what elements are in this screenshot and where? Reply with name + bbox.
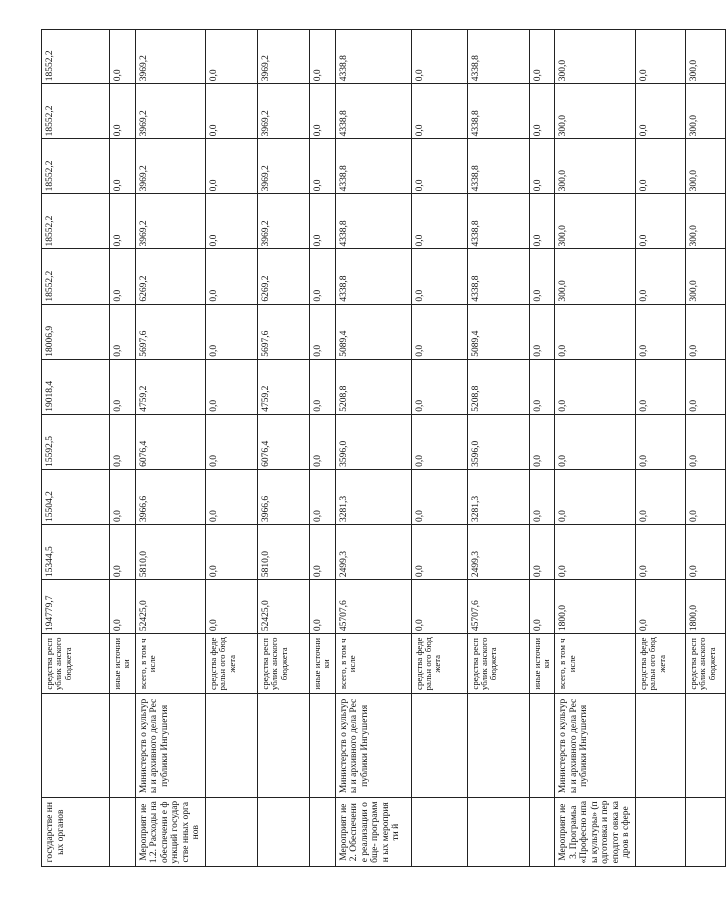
table-row bbox=[555, 30, 636, 867]
value-cell: 0,0 bbox=[635, 84, 685, 139]
executor-cell bbox=[257, 694, 309, 798]
funding-source-cell: всего, в том числе bbox=[335, 634, 411, 694]
value-cell: 3969,2 bbox=[257, 194, 309, 249]
value-cell: 4338,8 bbox=[335, 30, 411, 84]
value-cell: 0,0 bbox=[411, 194, 467, 249]
value-cell: 52425,0 bbox=[135, 580, 205, 634]
value-cell: 3969,2 bbox=[135, 84, 205, 139]
table-row bbox=[529, 30, 555, 867]
executor-cell bbox=[467, 694, 529, 798]
value-cell: 0,0 bbox=[205, 524, 257, 579]
value-cell: 0,0 bbox=[635, 580, 685, 634]
value-cell: 15344,5 bbox=[42, 524, 110, 579]
budget-table bbox=[41, 29, 726, 867]
value-cell: 15592,5 bbox=[42, 414, 110, 469]
value-cell: 18006,9 bbox=[42, 304, 110, 359]
value-cell: 300,0 bbox=[685, 194, 725, 249]
value-cell: 45707,6 bbox=[467, 580, 529, 634]
funding-source-cell: средства федеральн ого бюджета bbox=[205, 634, 257, 694]
value-cell: 3281,3 bbox=[467, 469, 529, 524]
value-cell: 0,0 bbox=[205, 414, 257, 469]
value-cell: 0,0 bbox=[529, 359, 555, 414]
value-cell: 0,0 bbox=[309, 84, 335, 139]
event-cell: государстве нных органов bbox=[42, 798, 110, 867]
value-cell: 0,0 bbox=[205, 139, 257, 194]
value-cell: 18552,2 bbox=[42, 84, 110, 139]
value-cell: 0,0 bbox=[635, 194, 685, 249]
table-row bbox=[135, 30, 205, 867]
value-cell: 5697,6 bbox=[135, 304, 205, 359]
executor-cell bbox=[411, 694, 467, 798]
executor-cell bbox=[635, 694, 685, 798]
value-cell: 0,0 bbox=[110, 139, 136, 194]
executor-cell bbox=[685, 694, 725, 798]
value-cell: 4338,8 bbox=[467, 30, 529, 84]
value-cell: 0,0 bbox=[205, 194, 257, 249]
value-cell: 3969,2 bbox=[257, 84, 309, 139]
value-cell: 0,0 bbox=[555, 359, 636, 414]
value-cell: 18552,2 bbox=[42, 139, 110, 194]
value-cell: 0,0 bbox=[110, 84, 136, 139]
funding-source-cell: средства федеральн ого бюджета bbox=[411, 634, 467, 694]
value-cell: 300,0 bbox=[555, 139, 636, 194]
value-cell: 0,0 bbox=[309, 30, 335, 84]
table-row bbox=[257, 30, 309, 867]
value-cell: 6076,4 bbox=[257, 414, 309, 469]
value-cell: 0,0 bbox=[309, 414, 335, 469]
event-cell bbox=[467, 798, 529, 867]
value-cell: 300,0 bbox=[685, 30, 725, 84]
value-cell: 0,0 bbox=[309, 194, 335, 249]
value-cell: 300,0 bbox=[555, 84, 636, 139]
value-cell: 0,0 bbox=[110, 30, 136, 84]
event-cell: Мероприят ие 2. Обеспечени е реализации обще- программн ых мероприяти й bbox=[335, 798, 411, 867]
value-cell: 4338,8 bbox=[335, 84, 411, 139]
value-cell: 0,0 bbox=[411, 84, 467, 139]
value-cell: 0,0 bbox=[635, 30, 685, 84]
value-cell: 0,0 bbox=[635, 249, 685, 304]
value-cell: 0,0 bbox=[110, 469, 136, 524]
table-row bbox=[309, 30, 335, 867]
value-cell: 0,0 bbox=[205, 359, 257, 414]
value-cell: 0,0 bbox=[529, 139, 555, 194]
value-cell: 0,0 bbox=[110, 249, 136, 304]
funding-source-cell: иные источники bbox=[309, 634, 335, 694]
value-cell: 6269,2 bbox=[135, 249, 205, 304]
value-cell: 4338,8 bbox=[467, 84, 529, 139]
value-cell: 0,0 bbox=[411, 580, 467, 634]
value-cell: 0,0 bbox=[411, 139, 467, 194]
value-cell: 4338,8 bbox=[335, 139, 411, 194]
value-cell: 0,0 bbox=[685, 304, 725, 359]
event-cell bbox=[205, 798, 257, 867]
funding-source-cell: средства республик анского бюджета bbox=[42, 634, 110, 694]
value-cell: 1800,0 bbox=[555, 580, 636, 634]
value-cell: 3281,3 bbox=[335, 469, 411, 524]
value-cell: 0,0 bbox=[529, 30, 555, 84]
value-cell: 0,0 bbox=[205, 304, 257, 359]
value-cell: 4338,8 bbox=[467, 249, 529, 304]
value-cell: 0,0 bbox=[529, 304, 555, 359]
value-cell: 0,0 bbox=[309, 469, 335, 524]
table-row bbox=[411, 30, 467, 867]
value-cell: 15504,2 bbox=[42, 469, 110, 524]
value-cell: 5810,0 bbox=[257, 524, 309, 579]
value-cell: 0,0 bbox=[110, 359, 136, 414]
value-cell: 2499,3 bbox=[335, 524, 411, 579]
executor-cell bbox=[205, 694, 257, 798]
value-cell: 5810,0 bbox=[135, 524, 205, 579]
value-cell: 0,0 bbox=[309, 249, 335, 304]
value-cell: 0,0 bbox=[635, 414, 685, 469]
value-cell: 4338,8 bbox=[467, 194, 529, 249]
value-cell: 0,0 bbox=[635, 139, 685, 194]
value-cell: 300,0 bbox=[555, 249, 636, 304]
value-cell: 19018,4 bbox=[42, 359, 110, 414]
value-cell: 0,0 bbox=[555, 304, 636, 359]
value-cell: 6076,4 bbox=[135, 414, 205, 469]
value-cell: 5697,6 bbox=[257, 304, 309, 359]
value-cell: 0,0 bbox=[110, 304, 136, 359]
event-cell: Мероприят ие 1.2. Расходы на обеспечени е функций государстве нных органов bbox=[135, 798, 205, 867]
value-cell: 52425,0 bbox=[257, 580, 309, 634]
value-cell: 0,0 bbox=[411, 414, 467, 469]
value-cell: 0,0 bbox=[555, 524, 636, 579]
value-cell: 0,0 bbox=[411, 30, 467, 84]
value-cell: 0,0 bbox=[411, 359, 467, 414]
value-cell: 4759,2 bbox=[135, 359, 205, 414]
value-cell: 3969,2 bbox=[257, 139, 309, 194]
funding-source-cell: средства республик анского бюджета bbox=[257, 634, 309, 694]
event-cell: Мероприят ие 3. Програмьа «Професно нпаы культуры» (подготовка и переподгот овка кадров в сфере bbox=[555, 798, 636, 867]
value-cell: 0,0 bbox=[529, 249, 555, 304]
value-cell: 6269,2 bbox=[257, 249, 309, 304]
funding-source-cell: всего, в том числе bbox=[135, 634, 205, 694]
table-row bbox=[335, 30, 411, 867]
value-cell: 18552,2 bbox=[42, 249, 110, 304]
value-cell: 0,0 bbox=[555, 469, 636, 524]
value-cell: 300,0 bbox=[685, 139, 725, 194]
value-cell: 0,0 bbox=[635, 304, 685, 359]
rotated-table-frame bbox=[41, 29, 717, 867]
value-cell: 4759,2 bbox=[257, 359, 309, 414]
value-cell: 0,0 bbox=[411, 304, 467, 359]
budget-table-body bbox=[42, 30, 726, 867]
value-cell: 0,0 bbox=[685, 414, 725, 469]
value-cell: 0,0 bbox=[635, 524, 685, 579]
event-cell bbox=[257, 798, 309, 867]
value-cell: 0,0 bbox=[529, 524, 555, 579]
executor-cell bbox=[309, 694, 335, 798]
value-cell: 0,0 bbox=[309, 359, 335, 414]
event-cell bbox=[685, 798, 725, 867]
value-cell: 0,0 bbox=[205, 30, 257, 84]
value-cell: 2499,3 bbox=[467, 524, 529, 579]
value-cell: 300,0 bbox=[555, 194, 636, 249]
value-cell: 3969,2 bbox=[135, 139, 205, 194]
executor-cell: Министерств о культуры и архивного дела Республики Ингушетия bbox=[555, 694, 636, 798]
value-cell: 0,0 bbox=[529, 194, 555, 249]
table-row bbox=[205, 30, 257, 867]
value-cell: 5089,4 bbox=[335, 304, 411, 359]
value-cell: 0,0 bbox=[309, 524, 335, 579]
value-cell: 18552,2 bbox=[42, 194, 110, 249]
executor-cell: Министерств о культуры и архивного дела Республики Ингушетия bbox=[335, 694, 411, 798]
executor-cell bbox=[42, 694, 110, 798]
value-cell: 3596,0 bbox=[467, 414, 529, 469]
value-cell: 3966,6 bbox=[257, 469, 309, 524]
executor-cell: Министерств о культуры и архивного дела Республики Ингушетия bbox=[135, 694, 205, 798]
table-row bbox=[42, 30, 110, 867]
event-cell bbox=[110, 798, 136, 867]
event-cell bbox=[635, 798, 685, 867]
value-cell: 0,0 bbox=[635, 469, 685, 524]
value-cell: 0,0 bbox=[205, 469, 257, 524]
value-cell: 0,0 bbox=[529, 580, 555, 634]
value-cell: 1800,0 bbox=[685, 580, 725, 634]
value-cell: 0,0 bbox=[110, 194, 136, 249]
value-cell: 4338,8 bbox=[335, 194, 411, 249]
value-cell: 0,0 bbox=[309, 304, 335, 359]
value-cell: 0,0 bbox=[555, 414, 636, 469]
value-cell: 5208,8 bbox=[335, 359, 411, 414]
value-cell: 0,0 bbox=[309, 139, 335, 194]
value-cell: 194779,7 bbox=[42, 580, 110, 634]
table-row bbox=[635, 30, 685, 867]
event-cell bbox=[309, 798, 335, 867]
value-cell: 4338,8 bbox=[335, 249, 411, 304]
funding-source-cell: средства республик анского бюджета bbox=[467, 634, 529, 694]
value-cell: 300,0 bbox=[685, 249, 725, 304]
value-cell: 0,0 bbox=[411, 469, 467, 524]
value-cell: 0,0 bbox=[110, 524, 136, 579]
funding-source-cell: средства республик анского бюджета bbox=[685, 634, 725, 694]
value-cell: 18552,2 bbox=[42, 30, 110, 84]
executor-cell bbox=[110, 694, 136, 798]
value-cell: 3969,2 bbox=[135, 194, 205, 249]
value-cell: 0,0 bbox=[110, 580, 136, 634]
value-cell: 0,0 bbox=[205, 84, 257, 139]
funding-source-cell: всего, в том числе bbox=[555, 634, 636, 694]
value-cell: 0,0 bbox=[529, 414, 555, 469]
value-cell: 4338,8 bbox=[467, 139, 529, 194]
value-cell: 0,0 bbox=[110, 414, 136, 469]
value-cell: 0,0 bbox=[685, 359, 725, 414]
value-cell: 300,0 bbox=[555, 30, 636, 84]
funding-source-cell: иные источники bbox=[110, 634, 136, 694]
value-cell: 0,0 bbox=[529, 469, 555, 524]
value-cell: 0,0 bbox=[309, 580, 335, 634]
value-cell: 45707,6 bbox=[335, 580, 411, 634]
value-cell: 3596,0 bbox=[335, 414, 411, 469]
value-cell: 0,0 bbox=[205, 249, 257, 304]
value-cell: 0,0 bbox=[411, 249, 467, 304]
value-cell: 0,0 bbox=[635, 359, 685, 414]
table-row bbox=[467, 30, 529, 867]
value-cell: 0,0 bbox=[411, 524, 467, 579]
executor-cell bbox=[529, 694, 555, 798]
value-cell: 5208,8 bbox=[467, 359, 529, 414]
value-cell: 0,0 bbox=[529, 84, 555, 139]
value-cell: 5089,4 bbox=[467, 304, 529, 359]
funding-source-cell: средства федеральн ого бюджета bbox=[635, 634, 685, 694]
value-cell: 3966,6 bbox=[135, 469, 205, 524]
event-cell bbox=[411, 798, 467, 867]
event-cell bbox=[529, 798, 555, 867]
value-cell: 300,0 bbox=[685, 84, 725, 139]
table-row bbox=[110, 30, 136, 867]
funding-source-cell: иные источники bbox=[529, 634, 555, 694]
value-cell: 3969,2 bbox=[257, 30, 309, 84]
value-cell: 0,0 bbox=[685, 469, 725, 524]
value-cell: 0,0 bbox=[205, 580, 257, 634]
value-cell: 0,0 bbox=[685, 524, 725, 579]
table-row bbox=[685, 30, 725, 867]
value-cell: 3969,2 bbox=[135, 30, 205, 84]
